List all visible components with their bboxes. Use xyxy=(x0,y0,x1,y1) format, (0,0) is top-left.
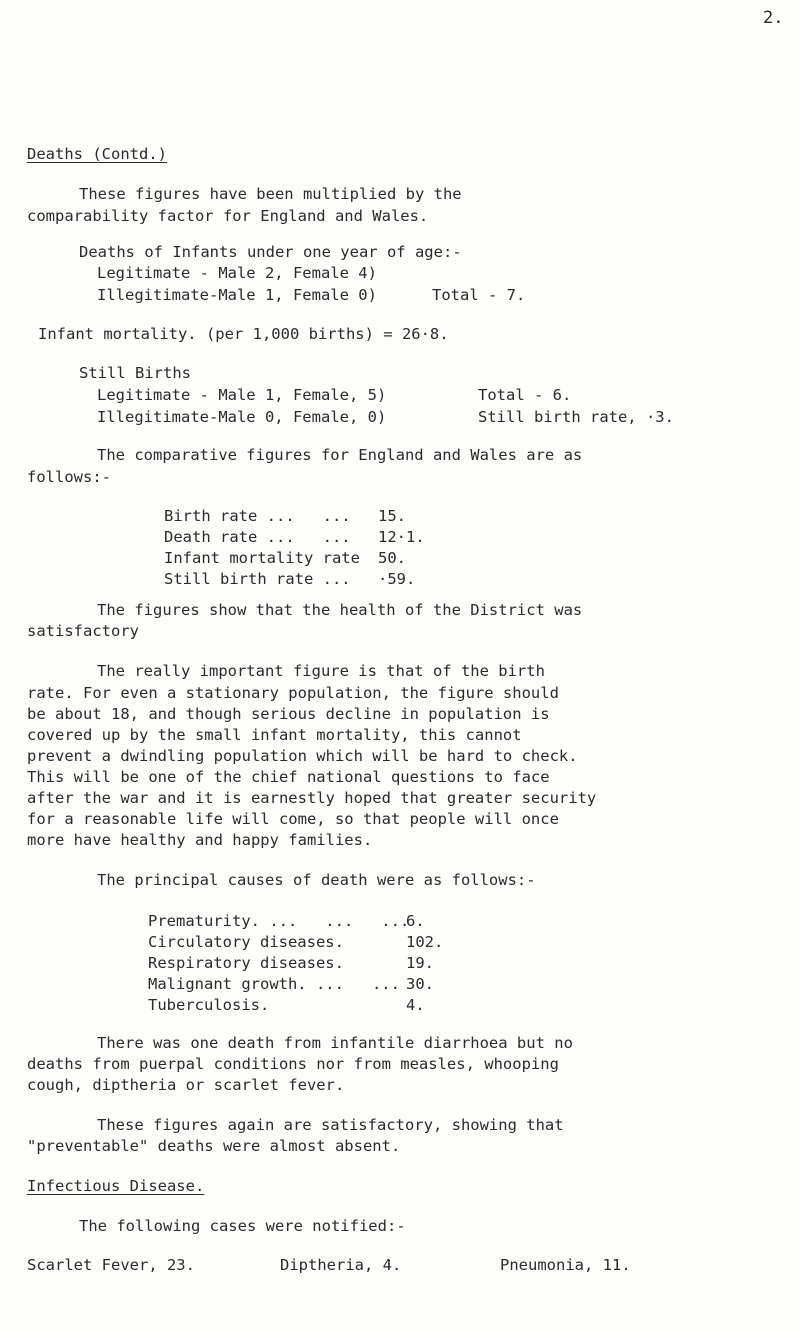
still-births-heading: Still Births xyxy=(79,364,191,382)
comparative-intro-line-1: The comparative figures for England and Wales are as xyxy=(97,446,583,464)
still-births-total: Total - 6. xyxy=(478,386,572,404)
cause-row-value: 30. xyxy=(406,975,434,993)
still-births-illegitimate: Illegitimate-Male 0, Female, 0) xyxy=(97,408,387,426)
birth-rate-paragraph-line: rate. For even a stationary population, the figure should xyxy=(27,684,559,702)
infant-deaths-illegitimate: Illegitimate-Male 1, Female 0) xyxy=(97,286,377,304)
preventable-paragraph-line: These figures again are satisfactory, showing that xyxy=(97,1116,564,1134)
cause-row-label: Malignant growth. ... ... xyxy=(148,975,400,993)
infant-deaths-legitimate: Legitimate - Male 2, Female 4) xyxy=(97,264,377,282)
infant-deaths-total: Total - 7. xyxy=(432,286,526,304)
still-birth-rate: Still birth rate, ·3. xyxy=(478,408,674,426)
infant-mortality: Infant mortality. (per 1,000 births) = 26·8. xyxy=(38,325,449,343)
section-heading-infectious: Infectious Disease. xyxy=(27,1177,205,1195)
page-number: 2. xyxy=(763,8,784,28)
birth-rate-paragraph-line: This will be one of the chief national questions to face xyxy=(27,768,550,786)
birth-rate-paragraph-line: covered up by the small infant mortality, this cannot xyxy=(27,726,522,744)
birth-rate-paragraph-line: prevent a dwindling population which will be hard to check. xyxy=(27,747,578,765)
cause-row-value: 19. xyxy=(406,954,434,972)
notified-case-scarlet-fever: Scarlet Fever, 23. xyxy=(27,1256,195,1274)
comparative-row-value: 50. xyxy=(378,549,406,567)
comparative-row-label: Still birth rate ... xyxy=(164,570,351,588)
infantile-paragraph-line: There was one death from infantile diarrhoea but no xyxy=(97,1034,573,1052)
comparative-row-label: Infant mortality rate xyxy=(164,549,360,567)
infant-deaths-heading: Deaths of Infants under one year of age:- xyxy=(79,243,462,261)
notified-intro: The following cases were notified:- xyxy=(79,1217,406,1235)
comparability-line-2: comparability factor for England and Wales. xyxy=(27,207,429,225)
birth-rate-paragraph-line: after the war and it is earnestly hoped that greater security xyxy=(27,789,597,807)
comparative-row-label: Death rate ... ... xyxy=(164,528,351,546)
infantile-paragraph-line: deaths from puerpal conditions nor from measles, whooping xyxy=(27,1055,559,1073)
causes-intro: The principal causes of death were as follows:- xyxy=(97,871,536,889)
infantile-paragraph-line: cough, diptheria or scarlet fever. xyxy=(27,1076,345,1094)
birth-rate-paragraph-line: be about 18, and though serious decline in population is xyxy=(27,705,550,723)
birth-rate-paragraph-line: The really important figure is that of the birth xyxy=(97,662,545,680)
notified-case-diptheria: Diptheria, 4. xyxy=(280,1256,402,1274)
health-statement-line-1: The figures show that the health of the District was xyxy=(97,601,583,619)
cause-row-label: Respiratory diseases. xyxy=(148,954,344,972)
comparative-row-value: 12·1. xyxy=(378,528,425,546)
cause-row-label: Tuberculosis. xyxy=(148,996,270,1014)
section-heading-deaths: Deaths (Contd.) xyxy=(27,145,167,163)
health-statement-line-2: satisfactory xyxy=(27,622,139,640)
comparability-line-1: These figures have been multiplied by the xyxy=(79,185,462,203)
cause-row-value: 102. xyxy=(406,933,444,951)
cause-row-value: 4. xyxy=(406,996,425,1014)
notified-case-pneumonia: Pneumonia, 11. xyxy=(500,1256,631,1274)
cause-row-label: Prematurity. ... ... ... xyxy=(148,912,410,930)
comparative-row-label: Birth rate ... ... xyxy=(164,507,351,525)
comparative-row-value: 15. xyxy=(378,507,406,525)
still-births-legitimate: Legitimate - Male 1, Female, 5) xyxy=(97,386,387,404)
cause-row-label: Circulatory diseases. xyxy=(148,933,344,951)
comparative-intro-line-2: follows:- xyxy=(27,468,111,486)
preventable-paragraph-line: "preventable" deaths were almost absent. xyxy=(27,1137,401,1155)
birth-rate-paragraph-line: for a reasonable life will come, so that people will once xyxy=(27,810,559,828)
comparative-row-value: ·59. xyxy=(378,570,416,588)
cause-row-value: 6. xyxy=(406,912,425,930)
birth-rate-paragraph-line: more have healthy and happy families. xyxy=(27,831,373,849)
